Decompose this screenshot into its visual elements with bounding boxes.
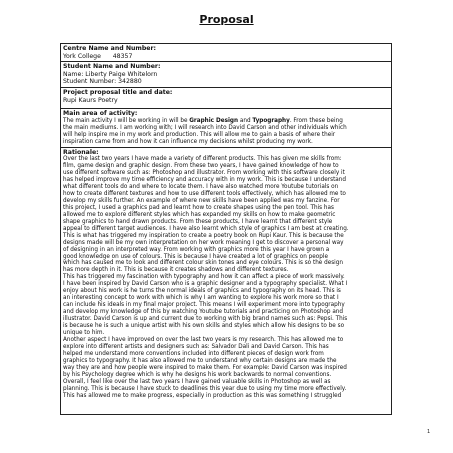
rationale-line: designs made will be my own interpretation on her work meaning I get to discover a personal way <box>63 239 344 246</box>
student-name: Name: Liberty Paige Whitelorn <box>63 70 158 78</box>
activity-graphic-design: Graphic Design <box>189 117 239 124</box>
project-heading: Project proposal title and date: <box>63 88 173 96</box>
rationale-line: what different tools do and where to locate them. I have also watched more Youtube tutorials on <box>63 183 339 190</box>
rationale-line: has helped improve my time efficiency and accuracy with in my work. This is because I understand <box>63 177 347 184</box>
rationale-line: unique to him. <box>63 329 105 336</box>
rationale-line: This has allowed me to make progress, especially in production as this was something I struggled <box>63 392 342 399</box>
rationale-heading: Rationale: <box>63 148 99 156</box>
rationale-line: This has triggered my fascination with typography and how it can affect a piece of work massively. <box>63 274 345 281</box>
rationale-line: which has caused me to look and different colour skin tones and eye colours. This is so the design <box>63 260 343 267</box>
rationale-line: explore into different artists and designers such as: Salvador Dali and David Carson. This has <box>63 343 329 350</box>
rationale-line: Another aspect I have improved on over the last two years is my research. This has allowed me to <box>63 336 344 343</box>
project-value: Rupi Kaurs Poetry <box>63 96 118 104</box>
rationale-line: use different software such as: Photoshop and illustrator. From working with this software closely it <box>63 170 345 177</box>
project-section <box>61 88 391 109</box>
rationale-line: graphics to typography. It has also allowed me to understand why certain designs are made the <box>63 357 337 364</box>
rationale-line: by his Psychology degree which is why he designs his work backwards to normal conventions. <box>63 371 332 378</box>
student-number: Student Number: 342880 <box>63 78 142 86</box>
rationale-line: way they are and how people were inspired to make them. For example: David Carson was inspired <box>63 364 347 371</box>
rationale-line: This is what has triggered my inspiration to create a poetry book on Rupi Kaur. This is because the <box>63 232 344 239</box>
rationale-line: helped me understand more conventions included into different pieces of design work from <box>63 350 324 357</box>
rationale-line: good knowledge on use of colours. This is because I have created a lot of graphics on people <box>63 253 328 260</box>
rationale-line: and develop my knowledge of this by watching Youtube tutorials and practicing on Photoshop and <box>63 309 344 316</box>
page-number: 1 <box>427 429 431 435</box>
page-title: Proposal <box>199 13 254 26</box>
rationale-line: Over the last two years I have made a variety of different products. This has given me skills from: <box>63 156 342 163</box>
activity-section <box>61 109 391 147</box>
centre-heading: Centre Name and Number: <box>63 45 156 52</box>
rationale-section <box>61 148 391 401</box>
activity-l1-post: . From these being <box>289 117 343 124</box>
rationale-line: is because he is such a unique artist with his own skills and styles which allow his designs to be so <box>63 323 345 330</box>
proposal-form <box>60 43 392 415</box>
rationale-line: enjoy about his work is he turns the normal ideals of graphics and typography on its head. This is <box>63 288 341 295</box>
rationale-line: film, game design and graphic design. From these two years, I have gained knowledge of how to <box>63 163 339 170</box>
rationale-line: illustrator. David Carson is up and current due to working with big brand names such as: Pepsi. This <box>63 316 348 323</box>
student-section <box>61 62 391 88</box>
rationale-line: appeal to different target audiences. I have also learnt which style of graphics I am best at creating. <box>63 225 349 232</box>
centre-section <box>61 44 391 62</box>
rationale-line: an interesting concept to work with which is why I am wanting to explore his work more so that I <box>63 295 339 302</box>
rationale-line: I have been inspired by David Carson who is a graphic designer and a typography specialist. What I <box>63 281 348 288</box>
student-heading: Student Name and Number: <box>63 63 161 71</box>
activity-heading: Main area of activity: <box>63 110 138 118</box>
rationale-line: how to create different textures and how to use different tools effectively, which has allowed me to <box>63 190 346 197</box>
activity-text <box>63 118 389 146</box>
rationale-line: allowed me to explore different styles which has expanded my skills on how to make geometric <box>63 211 336 218</box>
rationale-line: develop my skills further. An example of where new skills have been applied was my fanzine. For <box>63 197 340 204</box>
activity-line: inspiration came from and how it can influence my decisions whilst producing my work. <box>63 138 313 145</box>
rationale-line: Overall, I feel like over the last two years I have gained valuable skills in Photoshop as well as <box>63 378 331 385</box>
rationale-line: shape graphics to hand drawn products. From these products, I have learnt that different style <box>63 218 333 225</box>
rationale-line: can include his ideals in my final major project. This means I will experiment more into typography <box>63 302 345 309</box>
rationale-line: has more depth in it. This is because it creates shadows and different textures. <box>63 267 289 274</box>
activity-and: and <box>238 117 253 124</box>
activity-typography: Typography <box>252 117 290 124</box>
rationale-line: planning. This is because I have stuck to deadlines this year due to using my time more effectively. <box>63 385 347 392</box>
rationale-line: this project, I used a graphics pad and learnt how to create shapes using the pen tool. This has <box>63 204 334 211</box>
rationale-text <box>63 156 389 399</box>
activity-line: the main mediums. I am working with; I will research into David Carson and other individuals which <box>63 124 347 131</box>
activity-l1-pre: The main activity I will be working in will be <box>63 117 190 124</box>
activity-line: will help inspire me in my work and production. This will allow me to gain a basis of where their <box>63 131 336 138</box>
centre-value: York College 48357 <box>63 52 133 60</box>
rationale-line: of designing in an interpreted way. From working with graphics more this year I have grown a <box>63 246 330 253</box>
